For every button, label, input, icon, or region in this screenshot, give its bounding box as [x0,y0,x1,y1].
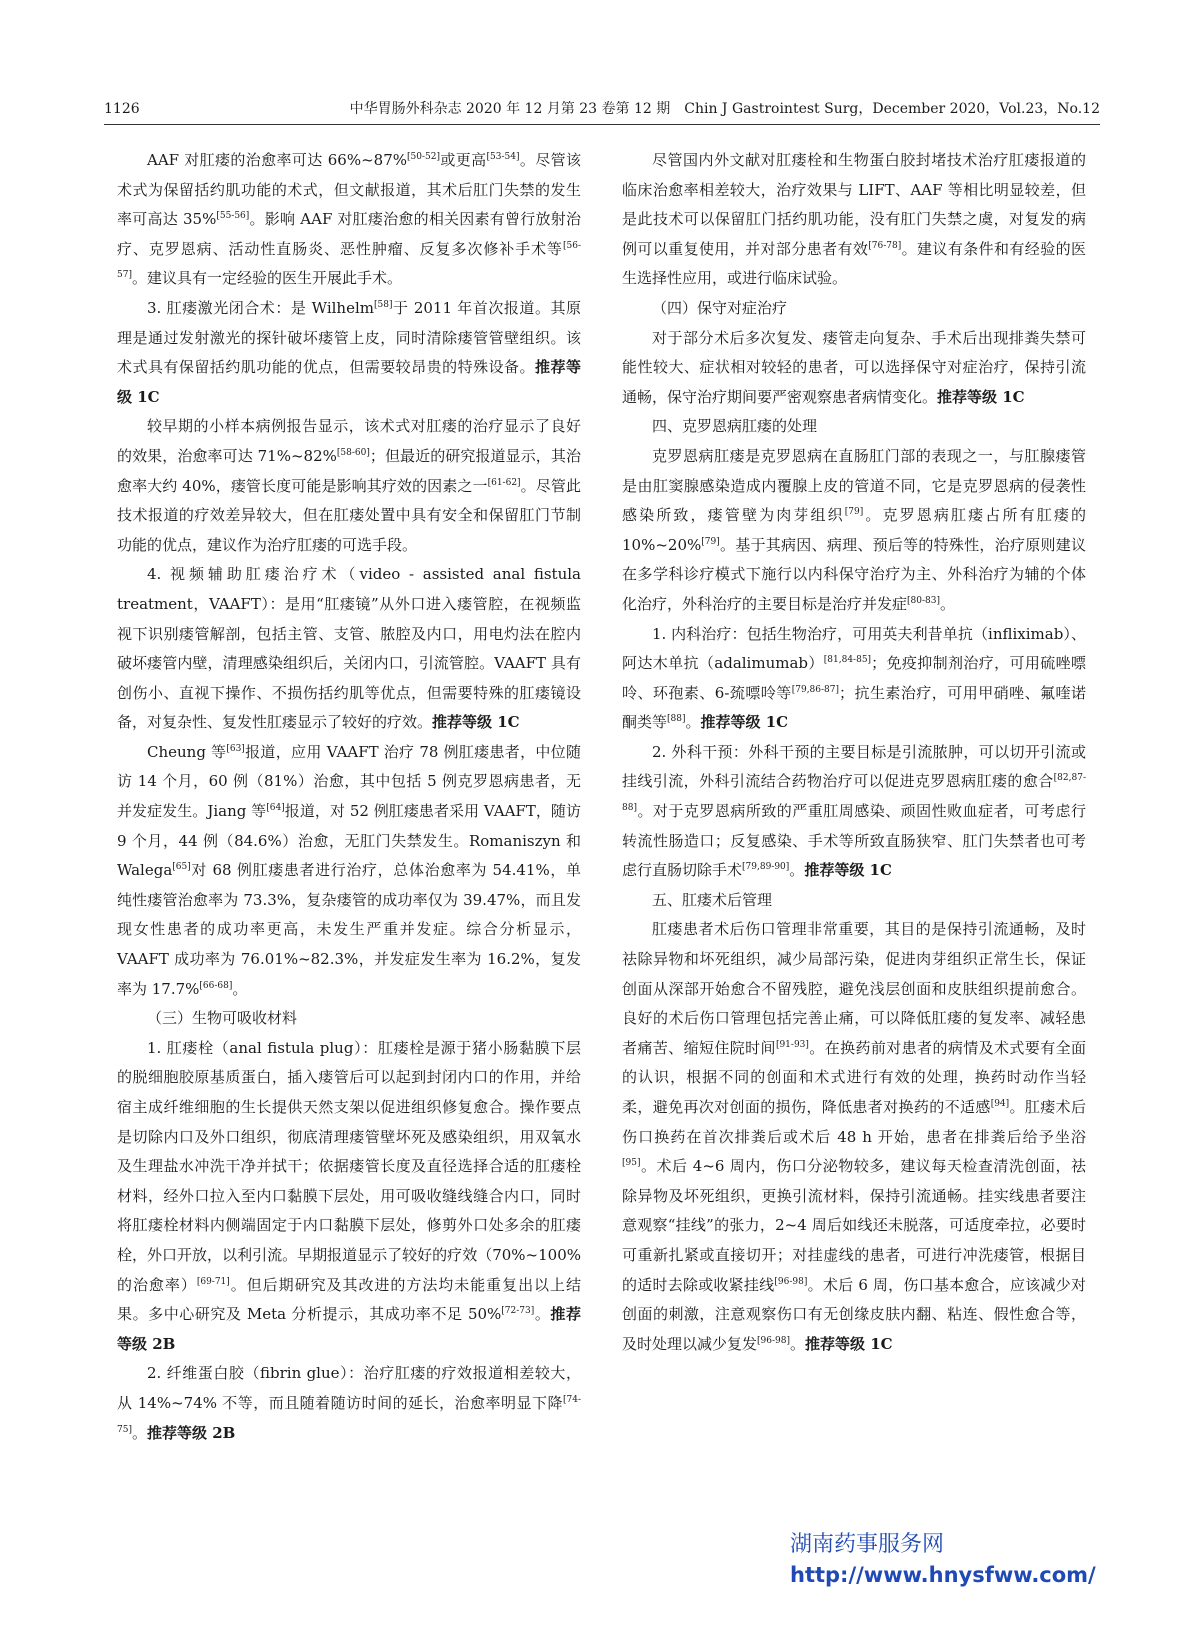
body-text: 4. 视频辅助肛瘘治疗术（video - assisted anal fistula treatment，VAAFT）：是用“肛瘘镜”从外口进入瘘管腔，在视频监视下识别瘘管解剖，包括主管、支管、脓腔及内口，用电灼法在腔内破坏瘘管内壁，清理感染组织后，关闭内口，引流管腔。VAAFT 具有创伤小、直视下操作、不损伤括约肌等优点，但需要特殊的肛瘘镜设备，对复杂性、复发性肛瘘显示了较好的疗效。 [117,565,581,732]
citation-reference: [81,84-85] [823,655,872,666]
body-text: 于 2011 年首次报道。其原理是通过发射激光的探针破坏瘘管上皮，同时清除瘘管管壁组织。该术式具有保留括约肌功能的优点，但需要较昂贵的特殊设备。 [117,298,582,377]
body-text: ；但最近的研究报道显示，其治愈率大约 40%，瘘管长度可能是影响其疗效的因素之一 [117,446,581,495]
citation-reference: [56-57] [117,240,581,281]
body-text: 。影响 AAF 对肛瘘治愈的相关因素有曾行放射治疗、克罗恩病、活动性直肠炎、恶性肿瘤、反复多次修补手术等 [117,210,581,258]
body-text: 。 [232,979,248,998]
paragraph [117,738,581,1004]
recommendation-grade: 推荐等级 1C [937,387,1025,406]
body-text: 。尽管该术式为保留括约肌功能的术式，但文献报道，其术后肛门失禁的发生率可高达 35% [117,151,581,229]
paragraph [117,1004,581,1034]
citation-reference: [79] [701,536,720,547]
citation-reference: [96-98] [757,1335,790,1346]
citation-reference: [50-52] [407,152,440,162]
paragraph [117,412,581,560]
paragraph [622,324,1086,413]
citation-reference: [91-93] [775,1039,809,1050]
body-text: Cheung 等 [147,742,227,761]
body-text: 。 [939,594,955,613]
citation-reference: [80-83] [907,595,940,606]
body-text: 1. 肛瘘栓（anal fistula plug）：肛瘘栓是源于猪小肠黏膜下层的脱细胞胶原基质蛋白，插入瘘管后可以起到封闭内口的作用，并给宿主成纤维细胞的生长提供天然支架以促进组织修复愈合。操作要点是切除内口及外口组织，彻底清理瘘管壁坏死及感染组织，用双氧水及生理盐水冲洗干净并拭干；依据瘘管长度及直径选择合适的肛瘘栓材料，经外口拉入至内口黏膜下层处，用可吸收缝线缝合内口，同时将肛瘘栓材料内侧端固定于内口黏膜下层处，修剪外口处多余的肛瘘栓，外口开放，以利引流。早期报道显示了较好的疗效（70%~100% 的治愈率） [117,1038,581,1294]
paragraph [622,146,1086,294]
body-text: 。但后期研究及其改进的方法均未能重复出以上结果。多中心研究及 Meta 分析提示，其成功率不足 50% [117,1275,581,1324]
body-text: 。建议具有一定经验的医生开展此手术。 [131,269,402,288]
body-text: （四）保守对症治疗 [652,298,788,317]
body-text: 或更高 [439,151,487,169]
body-text: 。基于其病因、病理、预后等的特殊性，治疗原则建议在多学科诊疗模式下施行以内科保守治疗为主、外科治疗为辅的个体化治疗，外科治疗的主要目标是治疗并发症 [622,535,1086,613]
citation-reference: [64] [266,803,285,814]
citation-reference: [79,89-90] [742,862,790,873]
watermark [790,1530,1110,1590]
body-text: 。克罗恩病肛瘘占所有肛瘘的 10%~20% [622,506,1086,554]
body-text: 。 [131,1423,147,1442]
body-text: 对于部分术后多次复发、瘘管走向复杂、手术后出现排粪失禁可能性较大、症状相对较轻的患者，可以选择保守对症治疗，保持引流通畅，保守治疗期间要严密观察患者病情变化。 [622,328,1086,406]
journal-citation: 中华胃肠外科杂志 2020 年 12 月第 23 卷第 12 期 Chin J Gastrointest Surg，December 2020，Vol.23，No.12 [349,101,1100,117]
paragraph [622,886,1086,916]
citation-reference: [63] [226,743,245,754]
right-column [622,146,1086,1359]
page-number: 1126 [104,101,140,117]
citation-reference: [65] [172,862,191,873]
citation-reference: [58] [373,299,393,310]
recommendation-grade: 推荐等级 1C [805,1334,893,1353]
body-text: 对 68 例肛瘘患者进行治疗，总体治愈率为 54.41%，单纯性瘘管治愈率为 73.3%，复杂瘘管的成功率仅为 39.47%，而且发现女性患者的成功率更高，未发生严重并发症。综合分析显示，VAAFT 成功率为 76.01%~82.3%，并发症发生率为 16.2%，复发率为 17.7% [117,861,581,998]
recommendation-grade: 推荐等级 2B [117,1305,581,1353]
body-text: ；抗生素治疗，可用甲硝唑、氟喹诺酮类等 [622,683,1086,732]
recommendation-grade: 推荐等级 1C [432,713,520,732]
body-text: 报道，应用 VAAFT 治疗 78 例肛瘘患者，中位随访 14 个月，60 例（81%）治愈，其中包括 5 例克罗恩病患者，无并发症发生。Jiang 等 [117,742,581,821]
body-text: 克罗恩病肛瘘是克罗恩病在直肠肛门部的表现之一，与肛腺瘘管是由肛窦腺感染造成内覆腺上皮的管道不同，它是克罗恩病的侵袭性感染所致，瘘管壁为肉芽组织 [622,446,1086,525]
watermark-url: http://www.hnysfww.com/ [790,1563,1096,1587]
citation-reference: [72-73] [501,1306,535,1317]
paragraph [117,560,581,738]
body-text: ；免疫抑制剂治疗，可用硫唑嘌呤、环孢素、6-巯嘌呤等 [622,654,1086,702]
body-text: 2. 纤维蛋白胶（fibrin glue）：治疗肛瘘的疗效报道相差较大，从 14%~74% 不等，而且随着随访时间的延长，治愈率明显下降 [117,1364,581,1412]
citation-reference: [94] [990,1099,1010,1109]
body-text: 。对于克罗恩病所致的严重肛周感染、顽固性败血症者，可考虑行转流性肠造口；反复感染、手术等所致直肠狭窄、肛门失禁者也可考虑行直肠切除手术 [622,802,1086,880]
citation-reference: [53-54] [486,152,520,162]
body-text: 。建议有条件和有经验的医生选择性应用，或进行临床试验。 [622,239,1086,288]
citation-reference: [96-98] [774,1276,808,1287]
left-column [117,146,581,1448]
paragraph [622,915,1086,1359]
paragraph [117,1034,581,1360]
body-text: 1. 内科治疗：包括生物治疗，可用英夫利昔单抗（infliximab）、阿达木单抗（adalimumab） [622,624,1086,673]
watermark-site-name: 湖南药事服务网 [790,1532,945,1557]
recommendation-grade: 推荐等级 1C [117,358,581,406]
paragraph [622,294,1086,324]
body-text: 3. 肛瘘激光闭合术：是 Wilhelm [147,298,374,317]
body-text: 报道，对 52 例肛瘘患者采用 VAAFT，随访 9 个月，44 例（84.6%）治愈，无肛门失禁发生。Romaniszyn 和 Walega [117,802,581,880]
body-text: 。术后 4~6 周内，伤口分泌物较多，建议每天检查清洗创面，祛除异物及坏死组织，更换引流材料，保持引流通畅。挂实线患者要注意观察“挂线”的张力，2~4 周后如线还未脱落，可适度牵拉，必要时可重新扎紧或直接切开；对挂虚线的患者，可进行冲洗瘘管，根据目的适时去除或收紧挂线 [622,1157,1086,1294]
body-text: 四、克罗恩病肛瘘的处理 [652,417,818,436]
citation-reference: [95] [622,1158,641,1169]
citation-reference: [69-71] [196,1276,230,1287]
body-text: （三）生物可吸收材料 [147,1009,298,1028]
citation-reference: [76-78] [868,240,902,251]
citation-reference: [66-68] [199,980,233,991]
citation-reference: [79,86-87] [791,684,840,695]
paragraph [622,412,1086,442]
paragraph [622,442,1086,620]
recommendation-grade: 推荐等级 1C [700,713,789,732]
citation-reference: [61-62] [487,477,521,488]
paragraph [117,294,581,412]
body-text: 。肛瘘术后伤口换药在首次排粪后或术后 48 h 开始，患者在排粪后给予坐浴 [622,1098,1086,1146]
body-text: 五、肛瘘术后管理 [652,890,773,909]
body-text: 2. 外科干预：外科干预的主要目标是引流脓肿，可以切开引流或挂线引流，外科引流结合药物治疗可以促进克罗恩病肛瘘的愈合 [622,742,1086,791]
paragraph [117,1359,581,1448]
paragraph [117,146,581,294]
body-text: 。 [685,713,701,732]
body-text: 尽管国内外文献对肛瘘栓和生物蛋白胶封堵技术治疗肛瘘报道的临床治愈率相差较大，治疗效果与 LIFT、AAF 等相比明显较差，但是此技术可以保留肛门括约肌功能，没有肛门失禁之虞，对复发的病例可以重复使用，并对部分患者有效 [622,151,1086,258]
body-text: 。 [534,1305,551,1324]
body-text: 。 [789,1334,805,1353]
citation-reference: [82,87-88] [622,773,1086,814]
body-text: 。尽管此技术报道的疗效差异较大，但在肛瘘处置中具有安全和保留肛门节制功能的优点，建议作为治疗肛瘘的可选手段。 [117,476,581,554]
citation-reference: [58-60] [336,447,370,458]
citation-reference: [88] [667,714,686,725]
body-text: 较早期的小样本病例报告显示，该术式对肛瘘的治疗显示了良好的效果，治愈率可达 71%~82% [117,417,581,465]
recommendation-grade: 推荐等级 2B [146,1423,236,1442]
paragraph [622,620,1086,738]
recommendation-grade: 推荐等级 1C [804,861,892,880]
paragraph [622,738,1086,886]
citation-reference: [79] [844,507,864,518]
body-text: AAF 对肛瘘的治愈率可达 66%~87% [147,151,408,169]
citation-reference: [74-75] [117,1394,581,1435]
running-header [104,96,1100,125]
body-text: 。 [789,861,805,880]
citation-reference: [55-56] [216,211,250,222]
body-text: 肛瘘患者术后伤口管理非常重要，其目的是保持引流通畅，及时祛除异物和坏死组织，减少局部污染，促进肉芽组织正常生长，保证创面从深部开始愈合不留残腔，避免浅层创面和皮肤组织提前愈合。良好的术后伤口管理包括完善止痛，可以降低肛瘘的复发率、减轻患者痛苦、缩短住院时间 [622,920,1086,1057]
body-text: 。在换药前对患者的病情及术式要有全面的认识，根据不同的创面和术式进行有效的处理，换药时动作当轻柔，避免再次对创面的损伤，降低患者对换药的不适感 [622,1038,1086,1116]
body-text: 。术后 6 周，伤口基本愈合，应该减少对创面的刺激，注意观察伤口有无创缘皮肤内翻、粘连、假性愈合等，及时处理以减少复发 [622,1275,1086,1353]
